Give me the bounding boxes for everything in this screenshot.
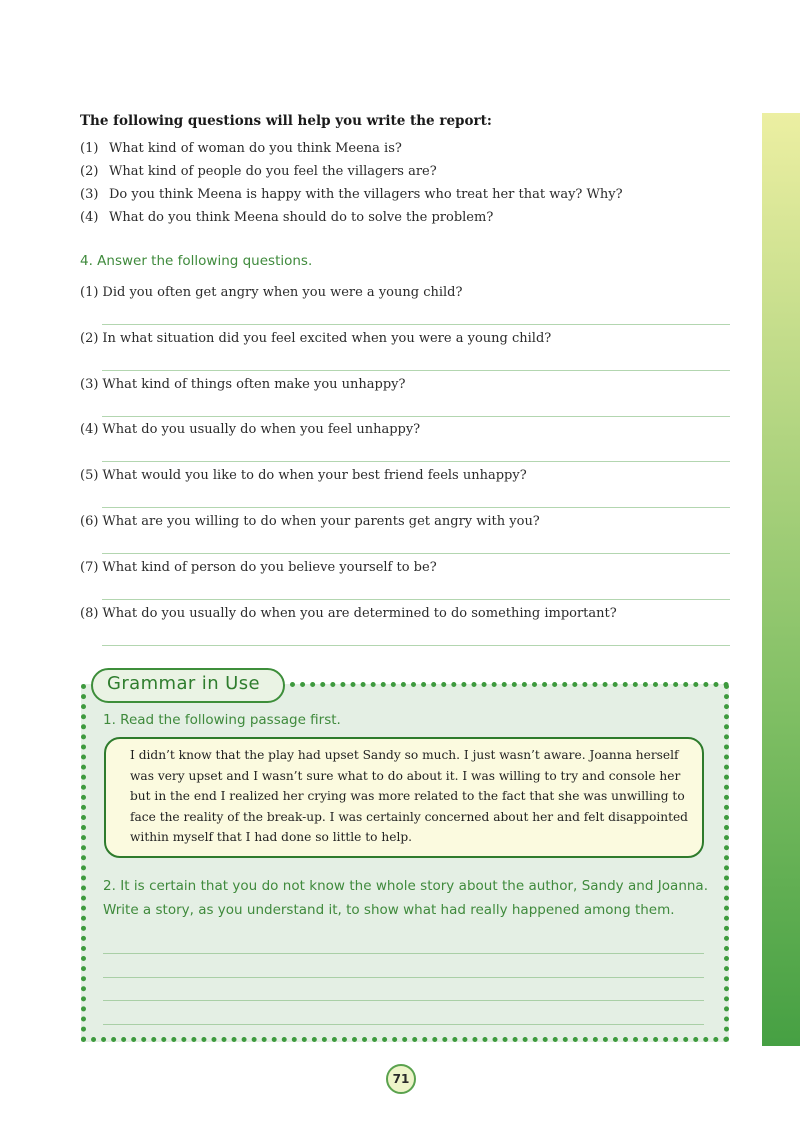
question-item <box>80 421 730 467</box>
question-text <box>80 513 730 531</box>
report-question-list <box>80 140 740 232</box>
answer-line[interactable] <box>102 416 730 417</box>
item-number: (1) <box>80 141 99 156</box>
item-number: (3) <box>80 187 99 202</box>
question-number: (1) <box>80 285 99 300</box>
grammar-dotted-border <box>290 682 729 687</box>
answer-line[interactable] <box>102 324 730 325</box>
grammar-task-1: 1. Read the following passage first. <box>103 712 341 728</box>
answer-line[interactable] <box>102 553 730 554</box>
answer-line[interactable] <box>102 599 730 600</box>
question-text <box>80 605 730 623</box>
question-label: Did you often get angry when you were a young child? <box>102 285 463 300</box>
question-text <box>80 467 730 485</box>
list-item <box>80 186 740 209</box>
writing-line[interactable] <box>103 1024 704 1025</box>
question-number: (6) <box>80 513 99 529</box>
list-item <box>80 140 740 163</box>
question-item <box>80 559 730 605</box>
question-number: (2) <box>80 330 99 346</box>
question-number: (7) <box>80 559 99 575</box>
writing-line[interactable] <box>103 953 704 954</box>
grammar-title: Grammar in Use <box>107 673 260 694</box>
question-number: (5) <box>80 468 99 484</box>
writing-line[interactable] <box>103 1000 704 1001</box>
item-text: What kind of woman do you think Meena is? <box>109 141 402 156</box>
question-text <box>80 421 730 439</box>
passage-box <box>104 737 704 858</box>
question-label: What kind of person do you believe yourself to be? <box>102 559 437 575</box>
writing-line[interactable] <box>103 977 704 978</box>
question-item <box>80 467 730 513</box>
section-4-heading: 4. Answer the following questions. <box>80 253 313 269</box>
question-label: What kind of things often make you unhappy? <box>102 376 406 392</box>
item-number: (4) <box>80 210 99 225</box>
report-intro: The following questions will help you write the report: <box>80 113 492 129</box>
list-item <box>80 163 740 186</box>
question-item <box>80 284 730 330</box>
answer-line[interactable] <box>102 370 730 371</box>
question-number: (3) <box>80 376 99 392</box>
question-label: What do you usually do when you feel unhappy? <box>102 422 421 438</box>
passage-text: I didn’t know that the play had upset Sandy so much. I just wasn’t aware. Joanna herself was very upset and I wasn’t sure what to do about it. I was willing to try and console her but in the end I realized her crying was more related to the fact that she was unwilling to face the reality of the break-up. I was certainly concerned about her and felt disappointed within myself that I had done so little to help. <box>130 748 688 845</box>
question-text <box>80 376 730 394</box>
question-item <box>80 605 730 651</box>
grammar-task-2: 2. It is certain that you do not know the whole story about the author, Sandy and Joanna. Write a story, as you understand it, to show what had really happened among them. <box>103 878 708 918</box>
item-text: What kind of people do you feel the villagers are? <box>109 164 437 179</box>
question-item <box>80 376 730 422</box>
question-label: What would you like to do when your best friend feels unhappy? <box>102 468 527 484</box>
question-label: What do you usually do when you are determined to do something important? <box>102 605 617 621</box>
question-text <box>80 559 730 577</box>
answer-line[interactable] <box>102 645 730 646</box>
side-color-bar <box>762 113 800 1046</box>
question-number: (4) <box>80 422 99 438</box>
question-label: In what situation did you feel excited when you were a young child? <box>102 330 552 346</box>
question-label: What are you willing to do when your parents get angry with you? <box>102 513 540 529</box>
question-item <box>80 330 730 376</box>
item-text: What do you think Meena should do to solve the problem? <box>109 210 494 225</box>
answer-line[interactable] <box>102 461 730 462</box>
question-text <box>80 330 730 348</box>
question-item <box>80 513 730 559</box>
item-number: (2) <box>80 164 99 179</box>
list-item <box>80 209 740 232</box>
question-number: (8) <box>80 605 99 621</box>
question-list <box>80 284 730 650</box>
question-text <box>80 284 730 302</box>
page-number: 71 <box>386 1064 416 1094</box>
item-text: Do you think Meena is happy with the villagers who treat her that way? Why? <box>109 187 623 202</box>
answer-line[interactable] <box>102 507 730 508</box>
